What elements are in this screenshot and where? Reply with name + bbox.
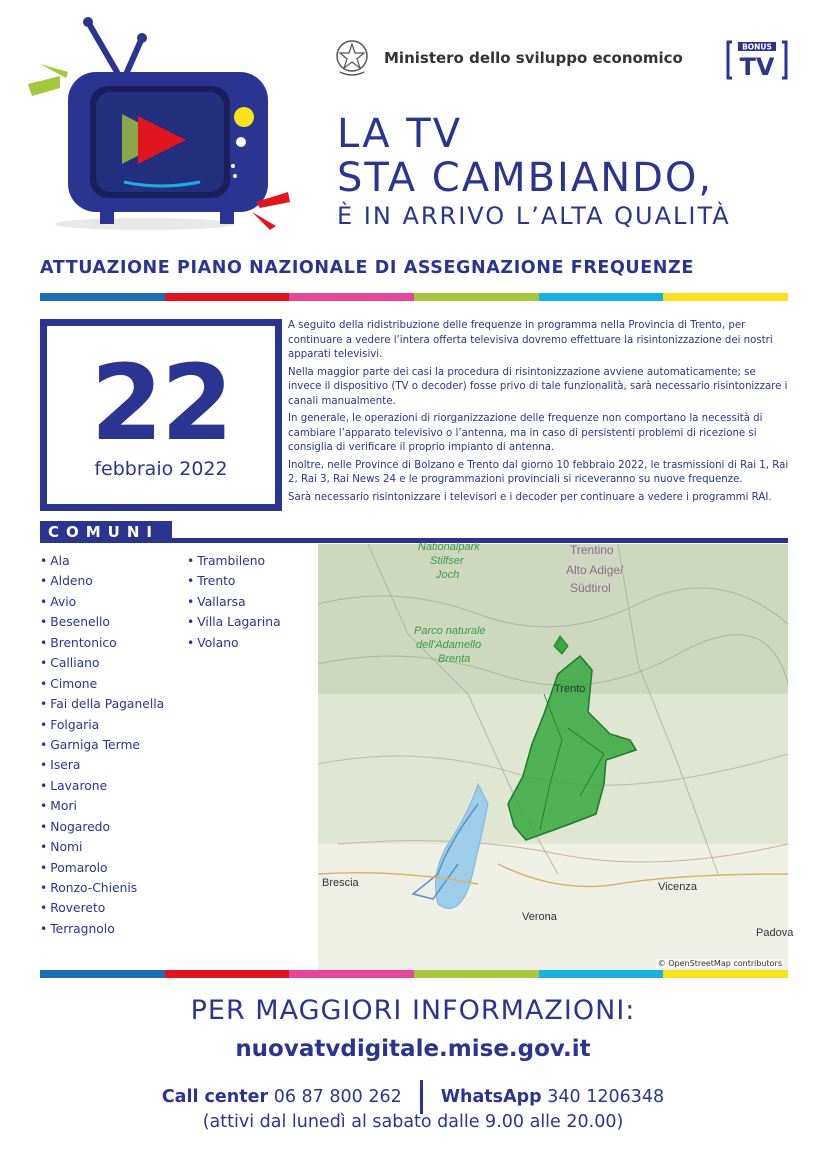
contacts-divider	[420, 1080, 423, 1114]
stripe-segment	[165, 293, 290, 301]
date-box	[40, 319, 282, 511]
map-graphic	[318, 541, 794, 970]
date-month-year: febbraio 2022	[94, 458, 228, 480]
comune-item: • Aldeno	[40, 571, 164, 591]
headline-line-3: È IN ARRIVO L’ALTA QUALITÀ	[337, 202, 731, 230]
whatsapp-label: WhatsApp	[440, 1087, 542, 1107]
body-paragraph: Sarà necessario risintonizzare i televisori e i decoder per continuare a vedere i programmi RAI.	[288, 491, 772, 503]
stripe-segment	[414, 970, 539, 978]
tv-label: TV	[739, 53, 775, 81]
stripe-segment	[539, 970, 664, 978]
map-label-trento: Trento	[554, 683, 586, 695]
stripe-segment	[40, 970, 165, 978]
map-label-vicenza: Vicenza	[658, 881, 697, 893]
comune-item: • Besenello	[40, 612, 164, 632]
map-label-region: Alto Adige/	[566, 563, 624, 577]
body-paragraph: In generale, le operazioni di riorganizzazione delle frequenze non comportano la necessità di cambiare l’apparato televisivo o l’antenna, ma in caso di persistenti problemi di ricezione si consiglia di verificare il proprio impianto di antenna.	[288, 413, 763, 453]
body-text	[288, 319, 790, 508]
website-link[interactable]: nuovatvdigitale.mise.gov.it	[235, 1036, 591, 1062]
comune-item: • Villa Lagarina	[187, 612, 281, 632]
comune-item: • Folgaria	[40, 715, 164, 735]
comune-item: • Vallarsa	[187, 592, 281, 612]
map-label-brescia: Brescia	[322, 877, 359, 889]
stripe-segment	[414, 293, 539, 301]
comune-item: • Ala	[40, 551, 164, 571]
ministry-name: Ministero dello sviluppo economico	[384, 49, 683, 67]
comune-item: • Avio	[40, 592, 164, 612]
map-label-stelvio: Nationalpark	[418, 541, 480, 553]
comune-item: • Trento	[187, 571, 281, 591]
map-label-stelvio: Joch	[436, 569, 460, 581]
bonus-tv-logo	[726, 40, 788, 80]
comune-item: • Ronzo-Chienis	[40, 878, 164, 898]
map-label-stelvio: Stilfser	[430, 555, 464, 567]
headline-line-1: LA TV	[337, 111, 463, 157]
stripe-segment	[40, 293, 165, 301]
call-center-label: Call center	[161, 1087, 269, 1107]
stripe-segment	[539, 293, 664, 301]
map	[318, 541, 794, 970]
map-credit: © OpenStreetMap contributors	[657, 959, 782, 968]
whatsapp-number[interactable]: 340 1206348	[547, 1087, 665, 1107]
body-paragraph: Nella maggior parte dei casi la procedura di risintonizzazione avviene automaticamente; se invece il dispositivo (TV o decoder) fosse privo di tale funzionalità, sarà necessario risintonizzare i canali manualmente.	[288, 366, 788, 407]
comune-item: • Nogaredo	[40, 817, 164, 837]
comune-item: • Fai della Paganella	[40, 694, 164, 714]
map-label-padova: Padova	[756, 927, 794, 939]
comune-item: • Volano	[187, 633, 281, 653]
headline-line-2: STA CAMBIANDO,	[337, 155, 714, 201]
map-label-adamello: Parco naturale	[414, 625, 486, 637]
comuni-list-col-1	[40, 551, 164, 939]
comuni-header	[40, 521, 788, 543]
whatsapp	[441, 1087, 664, 1107]
map-label-adamello: Brenta	[438, 653, 471, 665]
comuni-list-col-2	[187, 551, 281, 653]
comune-item: • Lavarone	[40, 776, 164, 796]
stripe-segment	[289, 970, 414, 978]
comune-item: • Trambileno	[187, 551, 281, 571]
italian-republic-emblem-icon	[334, 38, 370, 78]
stripe-segment	[663, 970, 788, 978]
call-center-number[interactable]: 06 87 800 262	[273, 1087, 402, 1107]
comune-item: • Pomarolo	[40, 858, 164, 878]
color-stripe-top	[40, 293, 788, 301]
map-label-region: Trentino	[570, 543, 614, 557]
stripe-segment	[165, 970, 290, 978]
contacts	[0, 1080, 826, 1114]
map-label-adamello: dell'Adamello	[416, 639, 482, 651]
comuni-label: COMUNI	[40, 521, 172, 543]
headline	[337, 112, 807, 232]
bonus-label: BONUS	[742, 42, 772, 52]
opening-hours: (attivi dal lunedì al sabato dalle 9.00 alle 20.00)	[202, 1112, 624, 1132]
body-paragraph: A seguito della ridistribuzione delle frequenze in programma nella Provincia di Trento, per continuare a vedere l’intera offerta televisiva dovremo effettuare la risintonizzazione dei nostri apparati televisivi.	[288, 320, 773, 360]
comune-item: • Brentonico	[40, 633, 164, 653]
body-paragraph: Inoltre, nelle Province di Bolzano e Trento dal giorno 10 febbraio 2022, le trasmissioni di Rai 1, Rai 2, Rai 3, Rai News 24 e le programmazioni provinciali si riceveranno su nuove frequenze.	[288, 459, 789, 485]
comune-item: • Garniga Terme	[40, 735, 164, 755]
comune-item: • Cimone	[40, 674, 164, 694]
comune-item: • Calliano	[40, 653, 164, 673]
more-info-heading: PER MAGGIORI INFORMAZIONI:	[190, 995, 636, 1026]
call-center	[162, 1087, 402, 1107]
map-label-verona: Verona	[522, 911, 557, 923]
comune-item: • Rovereto	[40, 898, 164, 918]
tv-illustration	[20, 14, 310, 244]
color-stripe-bottom	[40, 970, 788, 978]
date-day: 22	[90, 342, 232, 464]
ministry-header	[334, 38, 683, 78]
comune-item: • Terragnolo	[40, 919, 164, 939]
comune-item: • Nomi	[40, 837, 164, 857]
section-subtitle: ATTUAZIONE PIANO NAZIONALE DI ASSEGNAZIONE FREQUENZE	[40, 258, 694, 278]
stripe-segment	[289, 293, 414, 301]
comune-item: • Mori	[40, 796, 164, 816]
map-label-region: Südtirol	[570, 581, 611, 595]
stripe-segment	[663, 293, 788, 301]
comune-item: • Isera	[40, 755, 164, 775]
